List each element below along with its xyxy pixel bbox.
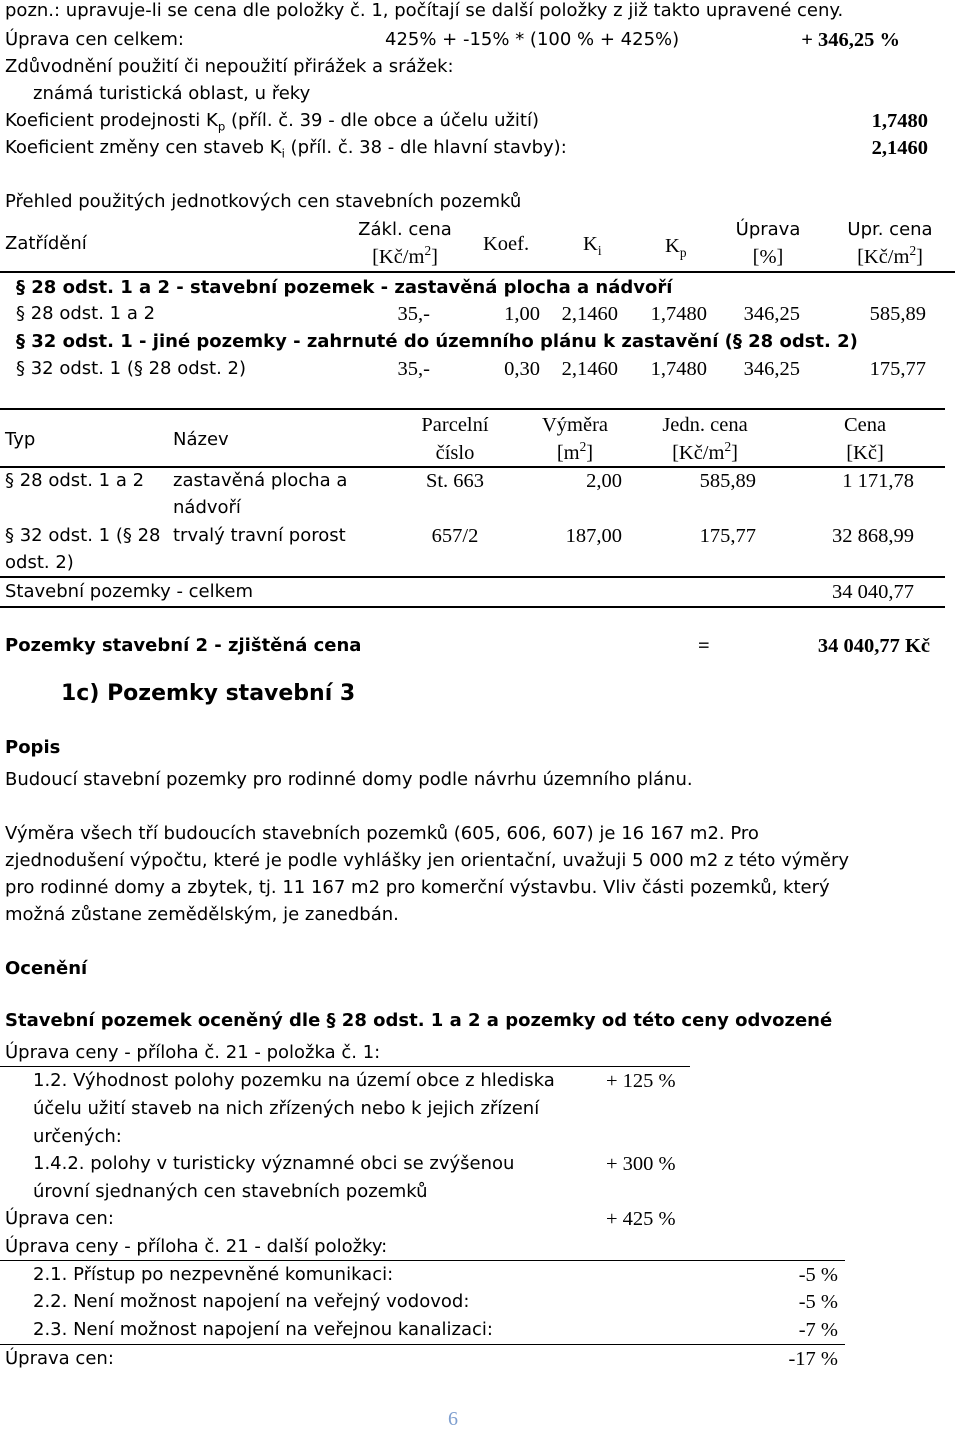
th-typ: Typ (5, 429, 36, 450)
prehled-section-2: § 32 odst. 1 - jiné pozemky - zahrnuté do územního plánu k zastavění (§ 28 odst. 2) (16, 331, 858, 352)
cell-koef: 0,30 (504, 358, 540, 380)
cell-jedn: 175,77 (699, 525, 756, 547)
cell-zatrideni: § 28 odst. 1 a 2 (16, 303, 156, 324)
zduvodneni-text: Zdůvodnění použití či nepoužití přirážek a srážek: (5, 56, 454, 77)
other-items-rule (0, 1344, 845, 1345)
uprava-formula: 425% + -15% * (100 % + 425%) (385, 29, 680, 50)
uprava-p2-rule (0, 1260, 845, 1261)
cell-typ-cont: odst. 2) (5, 552, 74, 573)
th-zakl-cena: Zákl. cena (358, 219, 452, 240)
zjistena-label: Pozemky stavební 2 - zjištěná cena (5, 635, 362, 656)
pozemky-total-value: 34 040,77 (832, 581, 914, 603)
other-item-value: -5 % (798, 1291, 838, 1313)
cell-parcel: 657/2 (431, 525, 479, 547)
pozemky-bottom-rule (0, 606, 945, 608)
uprava-cen-1-value: + 425 % (606, 1208, 676, 1230)
uprava-cen-1-label: Úprava cen: (5, 1208, 114, 1229)
cell-jedn: 585,89 (699, 470, 756, 492)
para-line: možná zůstane zemědělským, je zanedbán. (5, 904, 399, 925)
cell-cena: 32 868,99 (832, 525, 914, 547)
page-number: 6 (448, 1408, 458, 1430)
item-1-4-value: + 300 % (606, 1153, 676, 1175)
cell-kp: 1,7480 (650, 303, 707, 325)
cell-nazev-cont: nádvoří (173, 497, 241, 518)
kp-value: 1,7480 (871, 110, 928, 132)
cell-parcel: St. 663 (425, 470, 485, 492)
popis-label: Popis (5, 737, 61, 758)
cell-kp: 1,7480 (650, 358, 707, 380)
th-vymera-unit: $[m^2]$ (556, 439, 594, 464)
zjistena-eq: = (698, 635, 710, 657)
uprava-label: Úprava cen celkem: (5, 29, 184, 50)
cell-ki: 2,1460 (561, 358, 618, 380)
ki-value: 2,1460 (871, 137, 928, 159)
cell-zakl-cena: 35,- (397, 358, 430, 380)
cell-zatrideni: § 32 odst. 1 (§ 28 odst. 2) (16, 358, 247, 379)
other-item-value: -7 % (798, 1319, 838, 1341)
cell-koef: 1,00 (504, 303, 540, 325)
pozemky-header-rule (0, 466, 945, 468)
uprava-cen-2-label: Úprava cen: (5, 1348, 114, 1369)
cell-zakl-cena: 35,- (397, 303, 430, 325)
kp-label: Koeficient prodejnosti $K_p$ (příl. č. 39 - dle obce a účelu užití) (5, 110, 540, 134)
cell-upr-cena: 175,77 (869, 358, 926, 380)
th-upr-cena: Upr. cena (847, 219, 933, 240)
other-item-label: 2.1. Přístup po nezpevněné komunikaci: (33, 1264, 394, 1285)
item-1-4-line: 1.4.2. polohy v turisticky významné obci se zvýšenou (33, 1153, 515, 1174)
cell-ki: 2,1460 (561, 303, 618, 325)
uprava-p1-rule (0, 1066, 690, 1067)
popis-text: Budoucí stavební pozemky pro rodinné domy podle návrhu územního plánu. (5, 769, 693, 790)
cell-uprava: 346,25 (743, 358, 800, 380)
th-zatrideni: Zatřídění (5, 233, 87, 254)
uprava-p2-label: Úprava ceny - příloha č. 21 - další položky: (5, 1236, 388, 1257)
item-1-2-line: účelu užití staveb na nich zřízených nebo k jejich zřízení (33, 1098, 540, 1119)
th-jedn-unit: $[Kč/m^2]$ (672, 439, 738, 464)
stavebni-title: Stavební pozemek oceněný dle § 28 odst. 1 a 2 a pozemky od této ceny odvozené (5, 1010, 833, 1031)
th-jedn-cena: Jedn. cena (662, 414, 748, 436)
th-nazev: Název (173, 429, 229, 450)
th-ki: $K_i$ (583, 233, 602, 259)
item-1-2-line: určených: (33, 1126, 122, 1147)
other-item-label: 2.3. Není možnost napojení na veřejnou kanalizaci: (33, 1319, 493, 1340)
prehled-title: Přehled použitých jednotkových cen stavebních pozemků (5, 191, 522, 212)
para-line: zjednodušení výpočtu, které je podle vyhlášky jen orientační, uvažuji 5 000 m2 z této výměry (5, 850, 850, 871)
uprava-cen-2-value: -17 % (788, 1348, 838, 1370)
section-heading: 1c) Pozemky stavební 3 (61, 681, 356, 706)
th-vymera: Výměra (541, 414, 609, 436)
cell-cena: 1 171,78 (842, 470, 914, 492)
cell-vymera: 2,00 (586, 470, 622, 492)
item-1-2-value: + 125 % (606, 1070, 676, 1092)
cell-nazev: zastavěná plocha a (173, 470, 348, 491)
th-upr-cena-unit: $[Kč/m^2]$ (857, 243, 923, 268)
pozemky-total-label: Stavební pozemky - celkem (5, 581, 254, 602)
other-item-label: 2.2. Není možnost napojení na veřejný vodovod: (33, 1291, 470, 1312)
pozemky-total-rule (0, 576, 945, 578)
note-text: pozn.: upravuje-li se cena dle položky č. 1, počítají se další položky z již takto upravené ceny. (5, 0, 844, 21)
cell-typ: § 28 odst. 1 a 2 (5, 470, 145, 491)
th-uprava: Úprava (735, 219, 801, 240)
cell-nazev: trvalý travní porost (173, 525, 346, 546)
th-cena: Cena (843, 414, 887, 436)
cell-uprava: 346,25 (743, 303, 800, 325)
th-cislo: číslo (435, 442, 475, 464)
oceneni-label: Ocenění (5, 958, 88, 979)
other-item-value: -5 % (798, 1264, 838, 1286)
cell-typ: § 32 odst. 1 (§ 28 (5, 525, 161, 546)
pozemky-top-rule (0, 408, 945, 410)
oblast-text: známá turistická oblast, u řeky (33, 83, 311, 104)
th-uprava-unit: [%] (752, 246, 784, 268)
item-1-4-line: úrovní sjednaných cen stavebních pozemků (33, 1181, 428, 1202)
para-line: pro rodinné domy a zbytek, tj. 11 167 m2 pro komerční výstavbu. Vliv části pozemků, který (5, 877, 830, 898)
th-koef: Koef. (483, 233, 530, 255)
para-line: Výměra všech tří budoucích stavebních pozemků (605, 606, 607) je 16 167 m2. Pro (5, 823, 759, 844)
item-1-2-line: 1.2. Výhodnost polohy pozemku na území obce z hlediska (33, 1070, 555, 1091)
th-kp: $K_p$ (665, 235, 687, 261)
uprava-p1-label: Úprava ceny - příloha č. 21 - položka č. 1: (5, 1042, 381, 1063)
th-cena-unit: [Kč] (846, 442, 884, 464)
uprava-result: + 346,25 % (801, 29, 900, 51)
cell-vymera: 187,00 (565, 525, 622, 547)
cell-upr-cena: 585,89 (869, 303, 926, 325)
th-parcelni: Parcelní (421, 414, 489, 436)
prehled-section-1: § 28 odst. 1 a 2 - stavební pozemek - zastavěná plocha a nádvoří (16, 277, 673, 298)
th-zakl-unit: $[Kč/m^2]$ (372, 243, 438, 268)
zjistena-value: 34 040,77 Kč (817, 635, 930, 657)
ki-label: Koeficient změny cen staveb $K_i$ (příl. č. 38 - dle hlavní stavby): (5, 137, 567, 161)
prehled-header-rule (0, 271, 955, 273)
